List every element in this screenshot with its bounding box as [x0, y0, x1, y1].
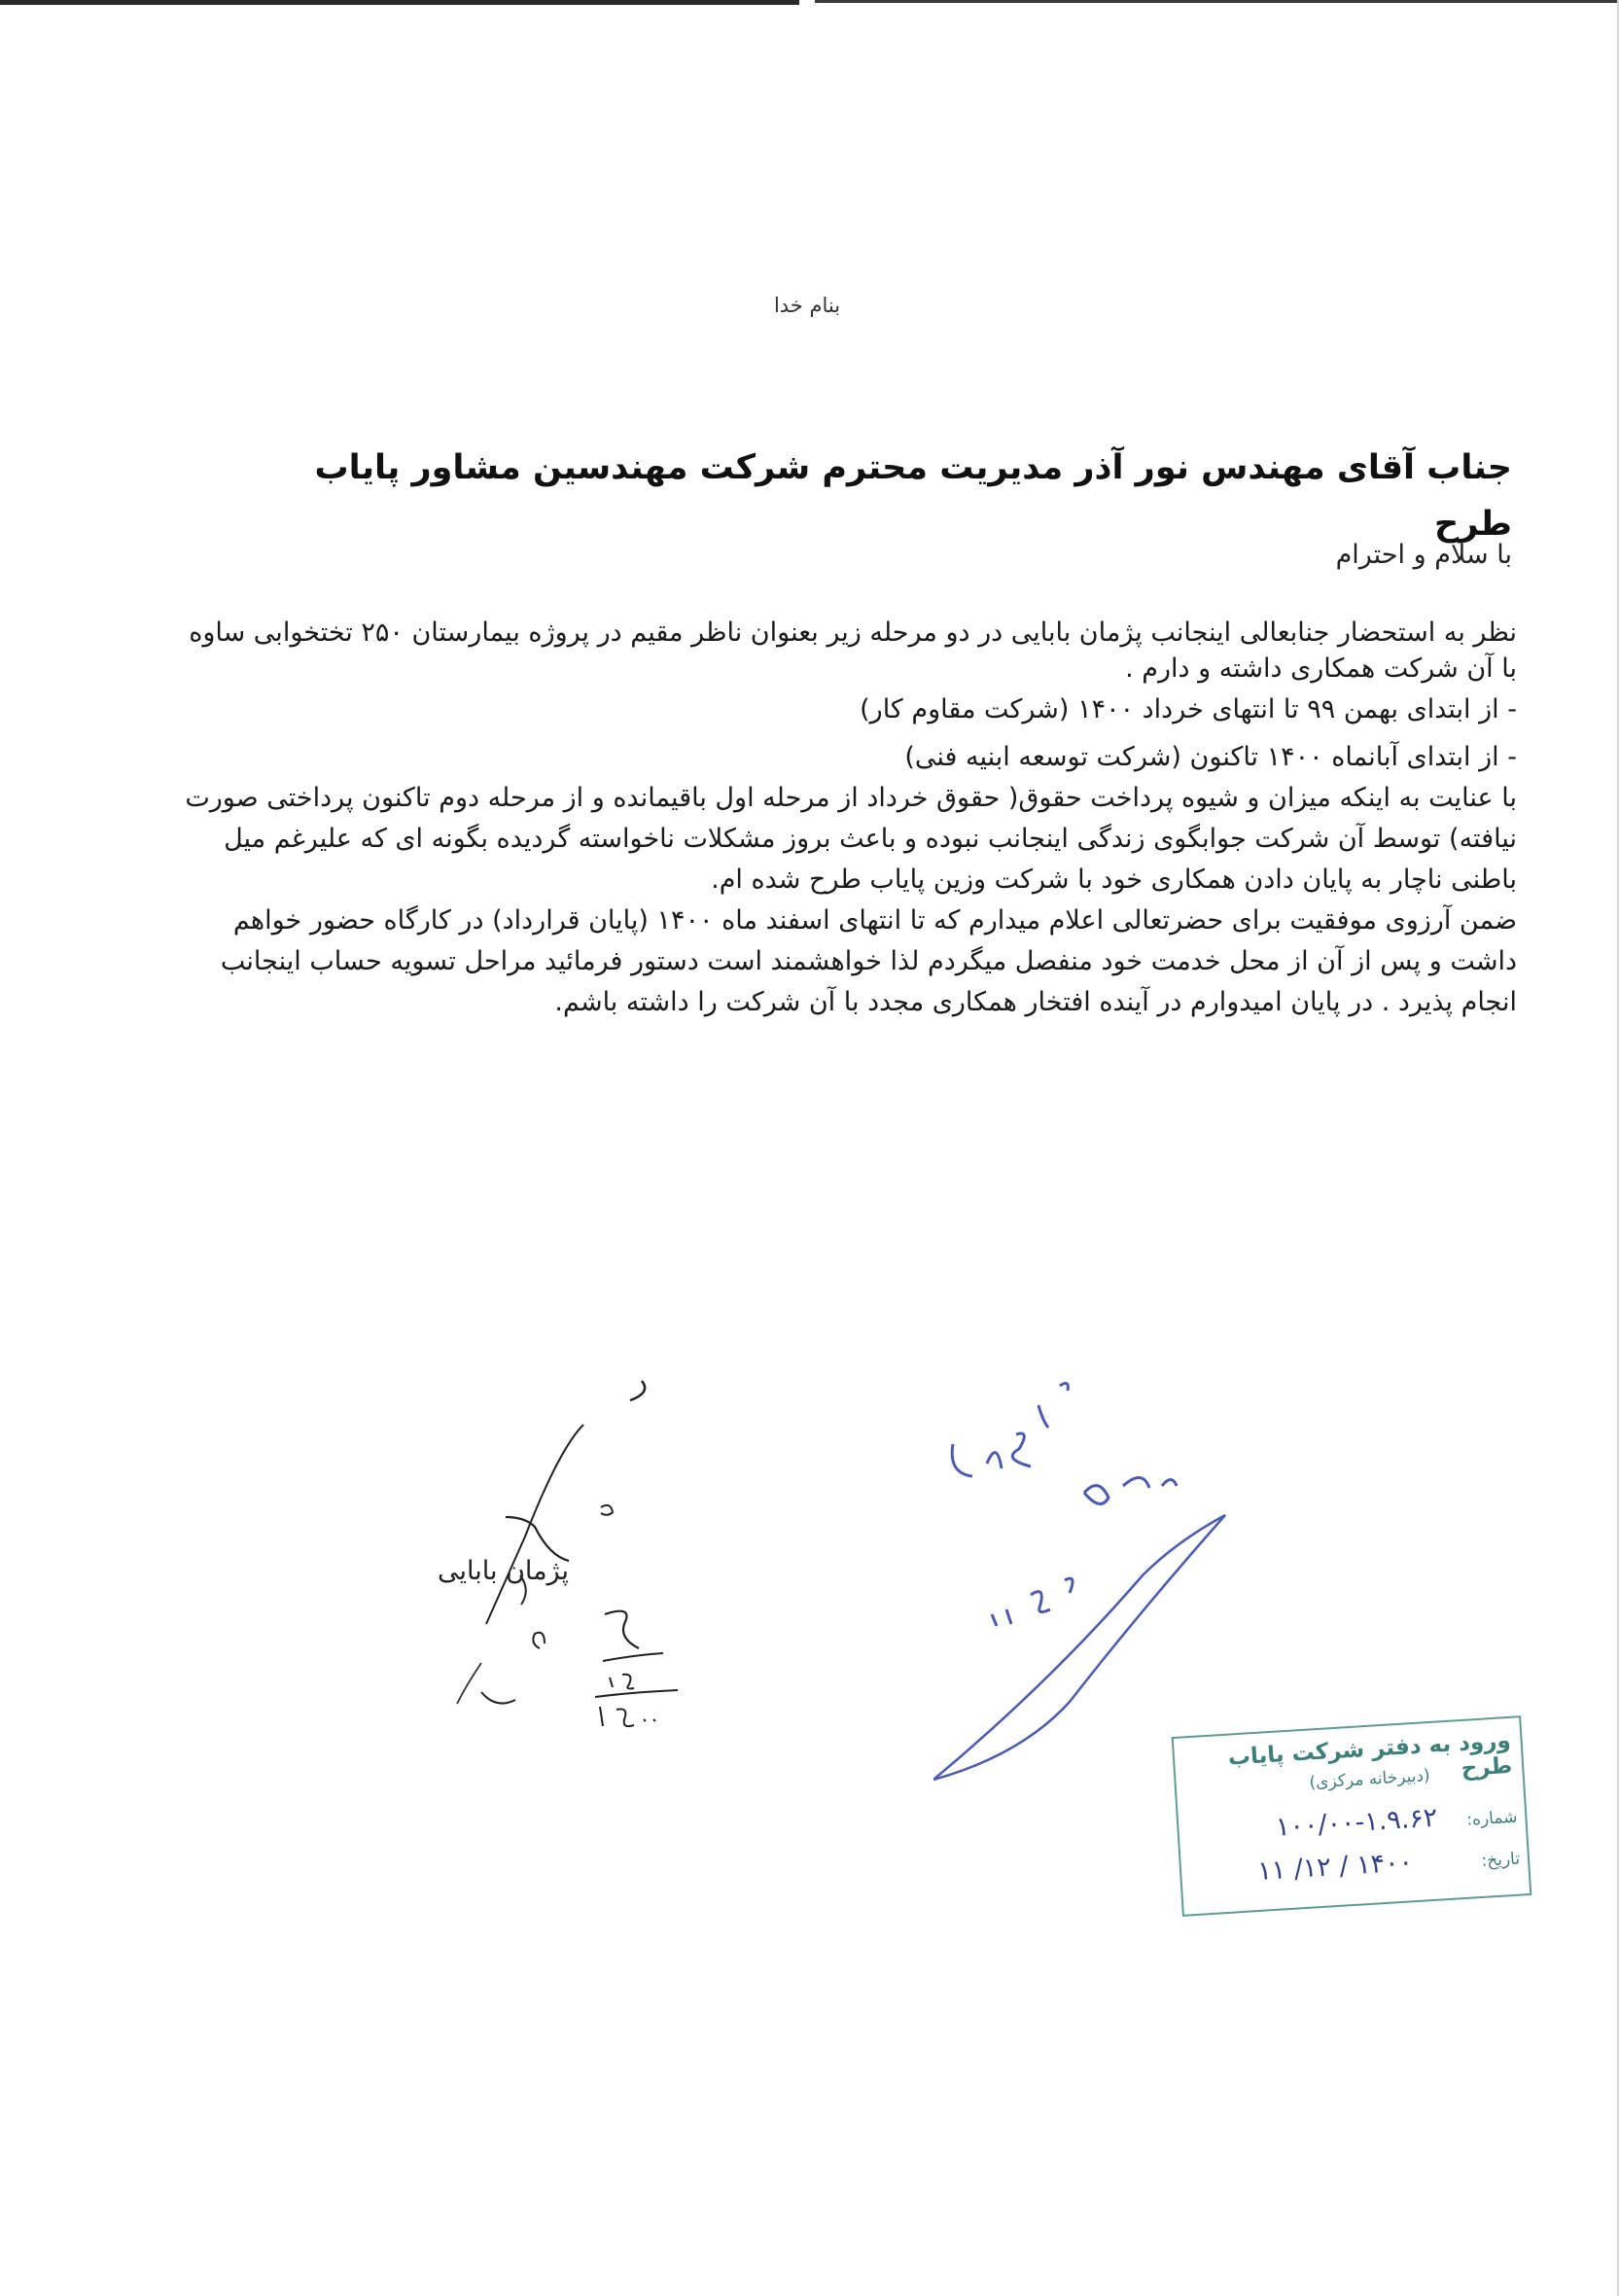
handwritten-date-icon — [595, 1595, 683, 1741]
stamp-subtitle: (دبیرخانه مرکزی) — [1308, 1766, 1431, 1793]
body-line: - از ابتدای بهمن ۹۹ تا انتهای خرداد ۱۴۰۰ (شرکت مقاوم کار) — [860, 694, 1517, 724]
body-line: - از ابتدای آبانماه ۱۴۰۰ تاکنون (شرکت توسعه ابنیه فنی) — [904, 742, 1517, 772]
stamp-date-value: ۱۴۰۰ / ۱۲/ ۱۱ — [1256, 1847, 1414, 1887]
body-line: داشت و پس از آن از محل خدمت خود منفصل میگردم لذا خواهشمند است دستور فرمائید مراحل تسویه حساب اینجانب — [220, 946, 1517, 976]
incoming-mail-stamp — [1172, 1715, 1532, 1917]
body-line: انجام پذیرد . در پایان امیدوارم در آینده افتخار همکاری مجدد با آن شرکت را داشته باشم. — [554, 987, 1517, 1017]
stamp-date-label: تاریخ: — [1480, 1849, 1521, 1871]
letter-body — [97, 615, 1517, 1020]
body-line: باطنی ناچار به پایان دادن همکاری خود با شرکت وزین پایاب طرح شده ام. — [711, 865, 1517, 895]
body-line: با آن شرکت همکاری داشته و دارم . — [1125, 653, 1517, 684]
body-line: نظر به استحضار جنابعالی اینجانب پژمان بابایی در دو مرحله زیر بعنوان ناظر مقیم در پروژه بیمارستان ۲۵۰ تختخوابی ساوه — [189, 618, 1517, 648]
official-handwritten-note — [933, 1361, 1284, 1789]
body-line: نیافته) توسط آن شرکت جوابگوی زندگی اینجانب نبوده و باعث بروز مشکلات ناخواسته گردیده بگونه ای که علیرغم میل — [224, 824, 1517, 854]
stamp-number-label: شماره: — [1465, 1807, 1518, 1830]
scan-top-right-edge — [815, 0, 1619, 3]
recipient-line: جناب آقای مهندس نور آذر مدیریت محترم شرکت مهندسین مشاور پایاب طرح — [314, 448, 1512, 544]
stamp-number-value: ۱۰۰/۰۰-۱.۹.۶۲ — [1275, 1802, 1439, 1843]
body-line: ضمن آرزوی موفقیت برای حضرتعالی اعلام میدارم که تا انتهای اسفند ماه ۱۴۰۰ (پایان قرارداد) در کارگاه حضور خواهم — [232, 905, 1517, 936]
body-line: با عنایت به اینکه میزان و شیوه پرداخت حقوق( حقوق خرداد از مرحله اول باقیمانده و از مرحله دوم تاکنون پرداختی صورت — [185, 783, 1517, 813]
signer-name: پژمان بابایی — [438, 1556, 570, 1586]
basmala-heading: بنام خدا — [773, 294, 841, 317]
greeting-line: با سلام و احترام — [1335, 540, 1512, 570]
stamp-title: ورود به دفتر شرکت پایاب طرح — [1227, 1727, 1513, 1783]
scan-top-left-edge — [0, 0, 799, 5]
